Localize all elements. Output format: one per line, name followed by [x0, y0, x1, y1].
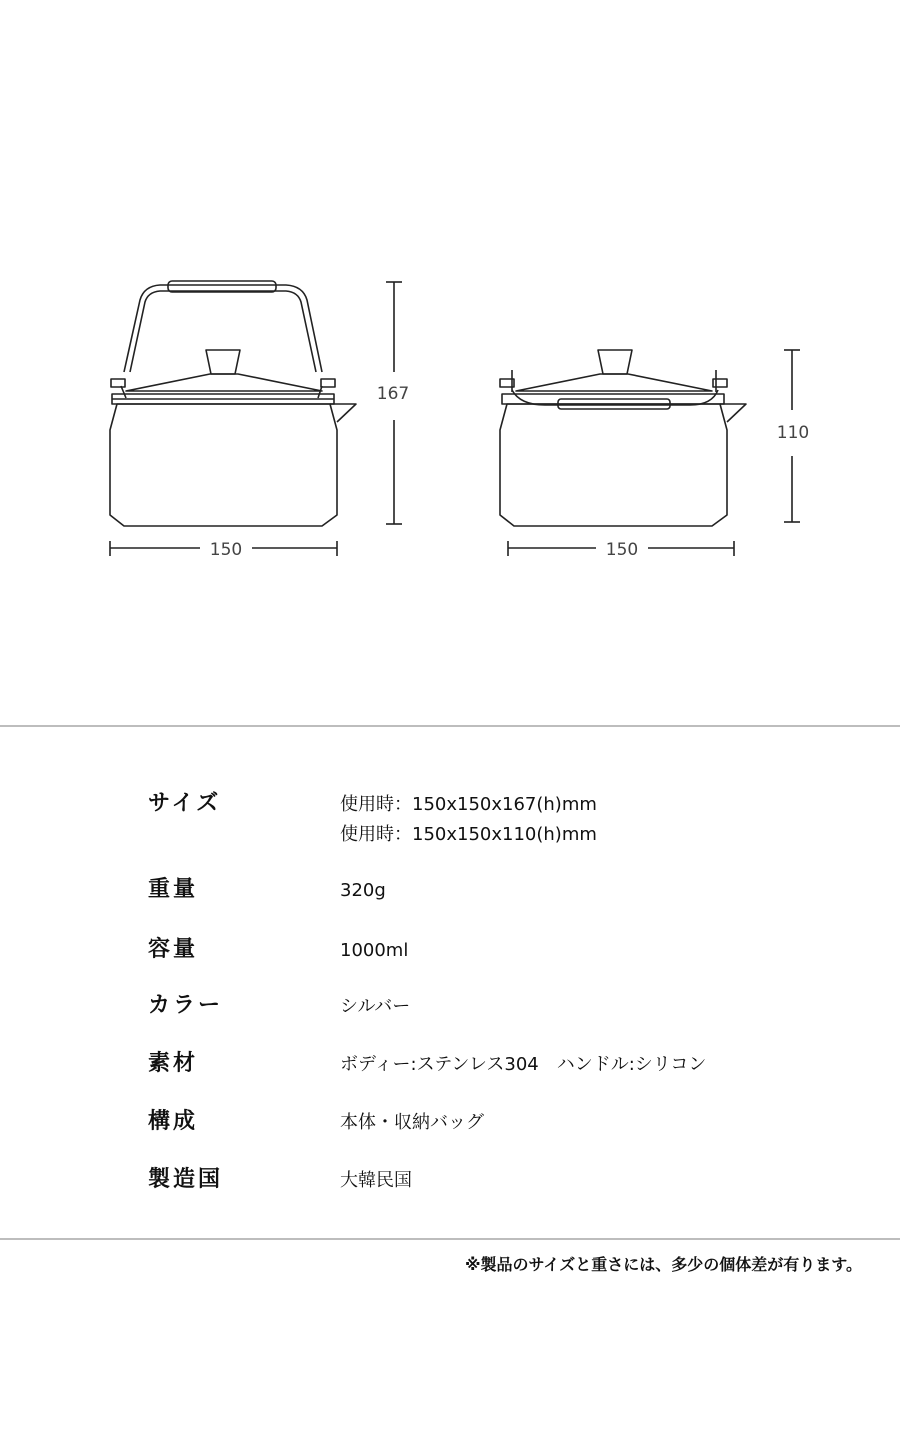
height-label-right: 110 [776, 423, 810, 443]
spec-label-weight: 重量 [148, 877, 199, 902]
spec-value-size-1: 使用時：150x150x167(h)mm [340, 794, 597, 815]
kettle-handle-up-drawing [110, 281, 356, 526]
spec-label-color: カラー [148, 993, 224, 1018]
spec-label-contents: 構成 [148, 1109, 199, 1134]
size-variance-note: ※製品のサイズと重さには、多少の個体差が有ります。 [465, 1255, 862, 1274]
kettle-handle-folded-drawing [500, 350, 746, 526]
top-divider [0, 725, 900, 727]
spec-value-material: ボディー:ステンレス304 ハンドル:シリコン [340, 1054, 707, 1075]
spec-label-size: サイズ [148, 791, 222, 816]
height-label-left: 167 [376, 384, 410, 404]
spec-label-origin: 製造国 [148, 1167, 224, 1192]
spec-label-capacity: 容量 [148, 937, 199, 962]
spec-label-material: 素材 [148, 1051, 199, 1076]
spec-value-capacity: 1000ml [340, 940, 409, 961]
width-label-right: 150 [605, 540, 639, 560]
spec-value-contents: 本体・収納バッグ [340, 1112, 484, 1133]
kettle-dimension-diagram [0, 0, 900, 600]
spec-value-weight: 320g [340, 880, 386, 901]
bottom-divider [0, 1238, 900, 1240]
spec-value-color: シルバー [340, 996, 411, 1017]
width-label-left: 150 [209, 540, 243, 560]
spec-value-origin: 大韓民国 [340, 1170, 412, 1191]
spec-value-size-2: 使用時：150x150x110(h)mm [340, 824, 597, 845]
